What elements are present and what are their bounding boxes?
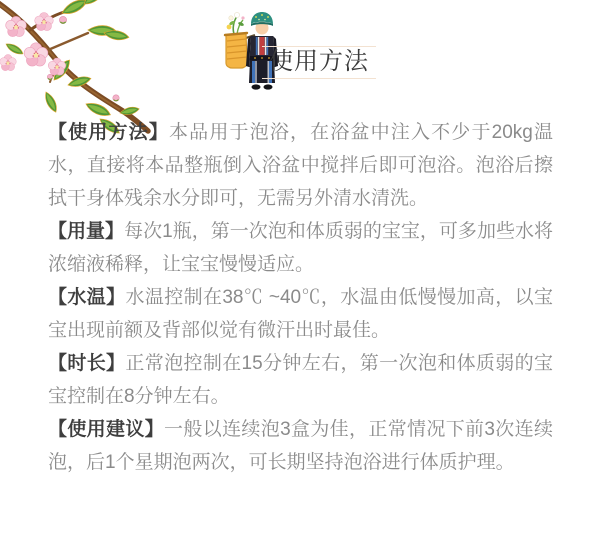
paragraph-text: 一般以连续泡3盒为佳，正常情况下前3次连续泡，后1个星期泡两次，可长期坚持泡浴进行体质护理。	[48, 419, 553, 473]
paragraph-water-temperature	[48, 281, 553, 347]
paragraph-label: 【使用方法】	[48, 122, 169, 143]
section-title-block	[262, 46, 376, 79]
paragraph-label: 【用量】	[48, 221, 125, 242]
paragraph-text: 本品用于泡浴，在浴盆中注入不少于20kg温水，直接将本品整瓶倒入浴盆中搅拌后即可泡浴。泡浴后擦拭干身体残余水分即可，无需另外清水清洗。	[48, 122, 553, 209]
paragraph-text: 水温控制在38℃ ~40℃，水温由低慢慢加高，以宝宝出现前额及背部似觉有微汗出时最佳。	[48, 287, 553, 341]
instructions-text	[48, 116, 553, 479]
paragraph-label: 【水温】	[48, 287, 126, 308]
paragraph-dosage	[48, 215, 553, 281]
paragraph-text: 正常泡控制在15分钟左右，第一次泡和体质弱的宝宝控制在8分钟左右。	[48, 353, 553, 407]
paragraph-label: 【时长】	[48, 353, 126, 374]
page-title: 使用方法	[269, 48, 369, 75]
paragraph-duration	[48, 347, 553, 413]
title-divider-top	[262, 46, 376, 47]
paragraph-label: 【使用建议】	[48, 419, 165, 440]
title-divider-bottom	[262, 78, 376, 79]
paragraph-usage-advice	[48, 413, 553, 479]
paragraph-usage-method	[48, 116, 553, 215]
paragraph-text: 每次1瓶，第一次泡和体质弱的宝宝，可多加些水将浓缩液稀释，让宝宝慢慢适应。	[48, 221, 553, 275]
